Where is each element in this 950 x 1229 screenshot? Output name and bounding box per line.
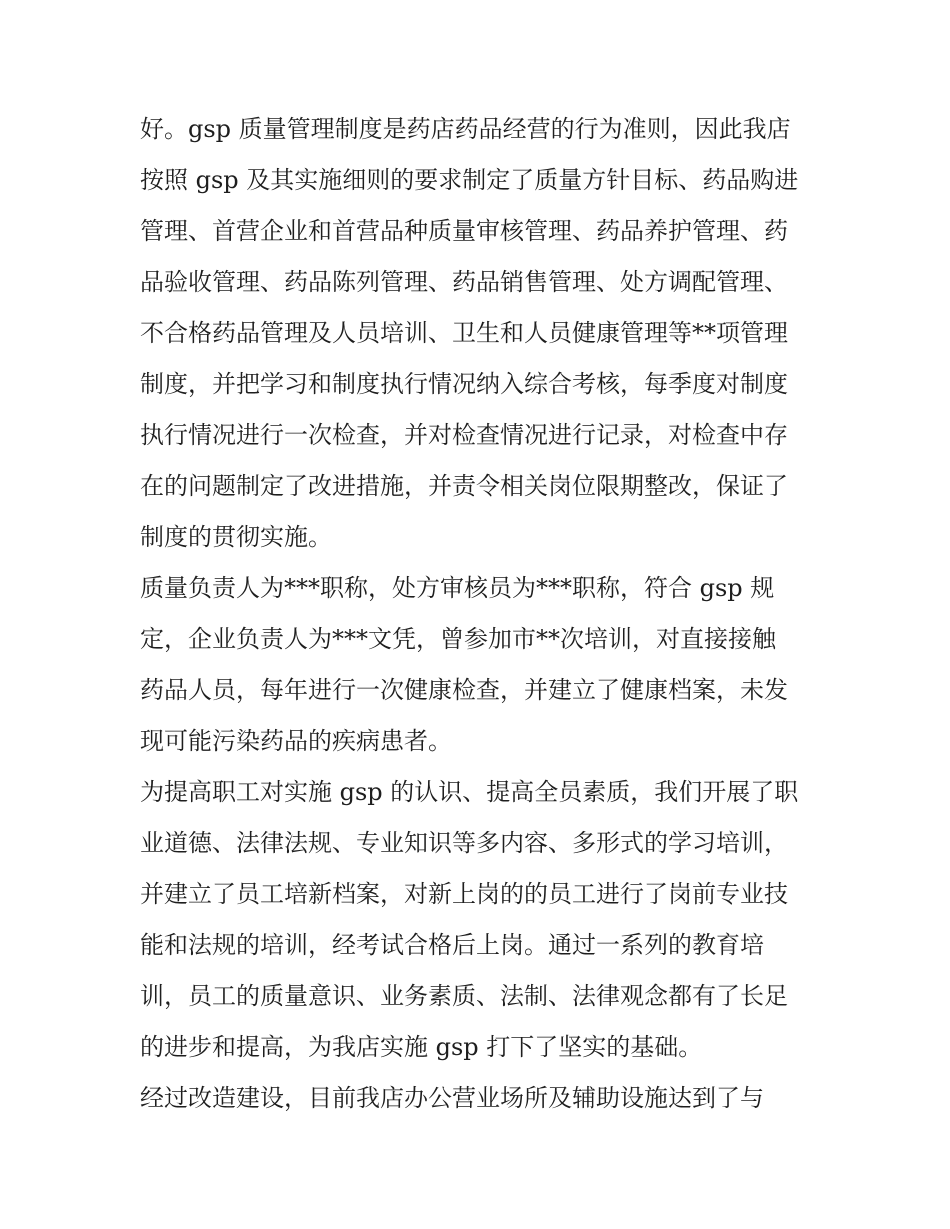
text-line: 制度的贯彻实施。	[140, 523, 332, 551]
text-line: 经过改造建设，目前我店办公营业场所及辅助设施达到了与	[140, 1084, 764, 1112]
text-line: 执行情况进行一次检查，并对检查情况进行记录，对检查中存	[140, 421, 788, 449]
text-line: 品验收管理、药品陈列管理、药品销售管理、处方调配管理、	[140, 268, 788, 296]
paragraph-quality-system	[140, 104, 820, 563]
paragraph-personnel	[140, 563, 820, 767]
text-line: 管理、首营企业和首营品种质量审核管理、药品养护管理、药	[140, 217, 788, 245]
text-line: 药品人员，每年进行一次健康检查，并建立了健康档案，未发	[140, 676, 788, 704]
text-line: 并建立了员工培新档案，对新上岗的的员工进行了岗前专业技	[140, 880, 788, 908]
text-line: 不合格药品管理及人员培训、卫生和人员健康管理等**项管理	[140, 319, 788, 347]
paragraph-facilities	[140, 1073, 820, 1124]
paragraph-training	[140, 767, 820, 1073]
text-line: 好。gsp 质量管理制度是药店药品经营的行为准则，因此我店	[140, 115, 791, 143]
text-line: 现可能污染药品的疾病患者。	[140, 727, 452, 755]
text-line: 定，企业负责人为***文凭，曾参加市**次培训，对直接接触	[140, 625, 776, 653]
document-body	[140, 104, 820, 1124]
text-line: 质量负责人为***职称，处方审核员为***职称，符合 gsp 规	[140, 574, 775, 602]
text-line: 业道德、法律法规、专业知识等多内容、多形式的学习培训，	[140, 829, 788, 857]
text-line: 能和法规的培训，经考试合格后上岗。通过一系列的教育培	[140, 931, 764, 959]
text-line: 的进步和提高，为我店实施 gsp 打下了坚实的基础。	[140, 1033, 703, 1061]
text-line: 制度，并把学习和制度执行情况纳入综合考核，每季度对制度	[140, 370, 788, 398]
text-line: 按照 gsp 及其实施细则的要求制定了质量方针目标、药品购进	[140, 166, 799, 194]
text-line: 在的问题制定了改进措施，并责令相关岗位限期整改，保证了	[140, 472, 788, 500]
text-line: 为提高职工对实施 gsp 的认识、提高全员素质，我们开展了职	[140, 778, 799, 806]
text-line: 训，员工的质量意识、业务素质、法制、法律观念都有了长足	[140, 982, 788, 1010]
